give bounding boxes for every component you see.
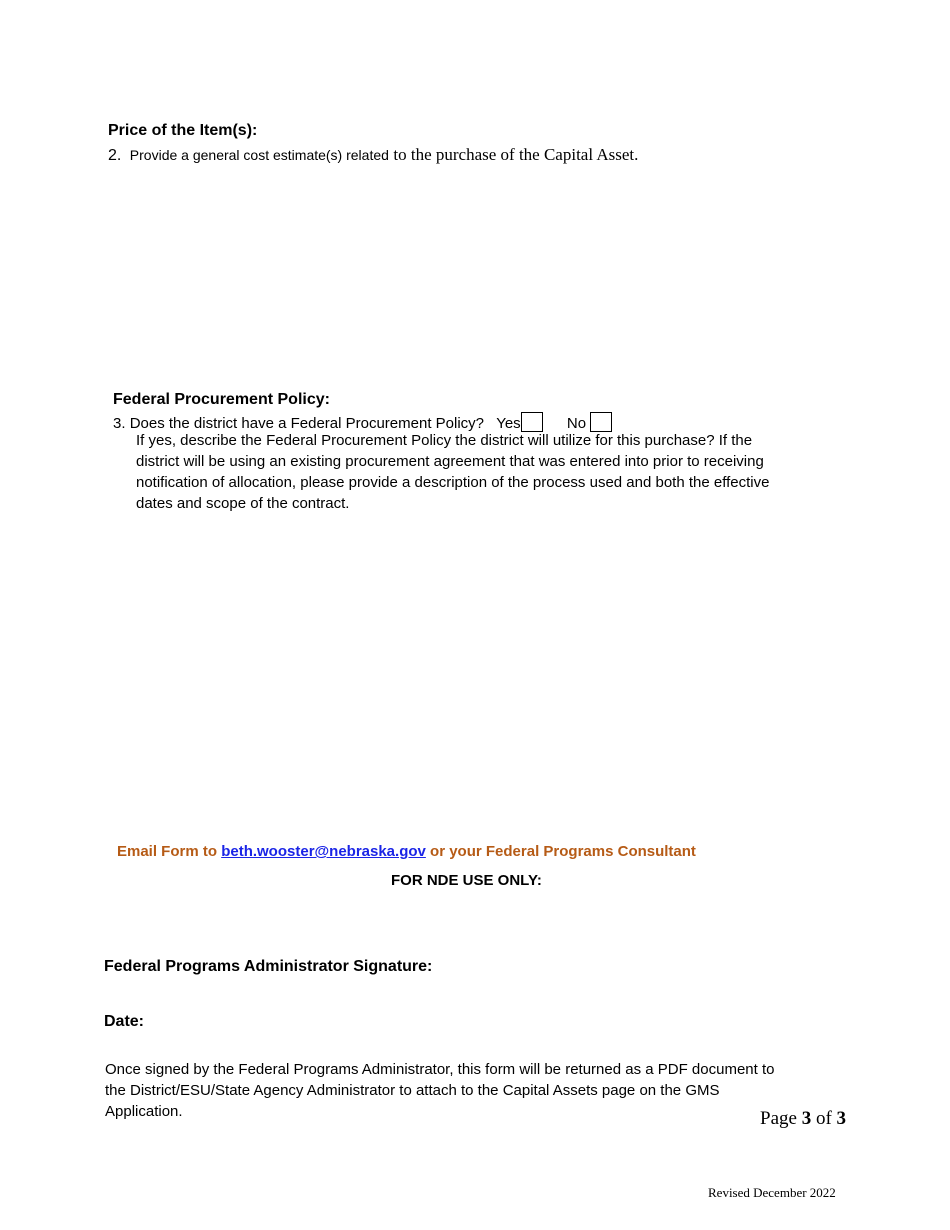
email-prefix: Email Form to [117,843,218,860]
instruction-line: dates and scope of the contract. [136,495,350,512]
instruction-line: notification of allocation, please provide a description of the process used and both the effective [136,474,770,491]
price-question-number: 2. [108,147,122,164]
yes-label: Yes [496,415,521,432]
revised-date: Revised December 2022 [708,1185,836,1200]
procurement-question [113,412,612,432]
procurement-instructions [136,430,769,514]
page-number-middle: of [815,1108,832,1129]
closing-note [105,1059,774,1122]
yes-checkbox[interactable] [521,412,543,432]
instruction-line: If yes, describe the Federal Procurement Policy the district will utilize for this purchase? If the [136,432,753,449]
procurement-section-heading: Federal Procurement Policy: [113,391,330,408]
instruction-line: district will be using an existing procurement agreement that was entered into prior to receiving [136,453,764,470]
no-label: No [566,415,587,432]
price-question-text-b: to the purchase of the Capital Asset. [393,145,639,164]
email-line [117,843,696,860]
price-question [108,145,638,165]
price-section-heading: Price of the Item(s): [108,122,258,139]
email-suffix: or your Federal Programs Consultant [430,843,696,860]
email-link[interactable]: beth.wooster@nebraska.gov [221,843,426,860]
procurement-question-text: Does the district have a Federal Procurement Policy? [129,415,485,432]
page-number-total: 3 [836,1108,847,1129]
closing-note-line: the District/ESU/State Agency Administrator to attach to the Capital Assets page on the GMS [105,1082,720,1099]
price-question-text-a: Provide a general cost estimate(s) related [129,147,389,163]
procurement-question-number: 3. [113,415,126,432]
page-number [760,1108,846,1130]
closing-note-line: Once signed by the Federal Programs Administrator, this form will be returned as a PDF document to [105,1061,775,1078]
page-number-prefix: Page [760,1108,797,1129]
signature-label: Federal Programs Administrator Signature: [104,958,433,975]
nde-use-label: FOR NDE USE ONLY: [391,872,542,889]
page-number-current: 3 [801,1108,812,1129]
no-checkbox[interactable] [590,412,612,432]
closing-note-line: Application. [105,1103,183,1120]
date-label: Date: [104,1013,145,1030]
